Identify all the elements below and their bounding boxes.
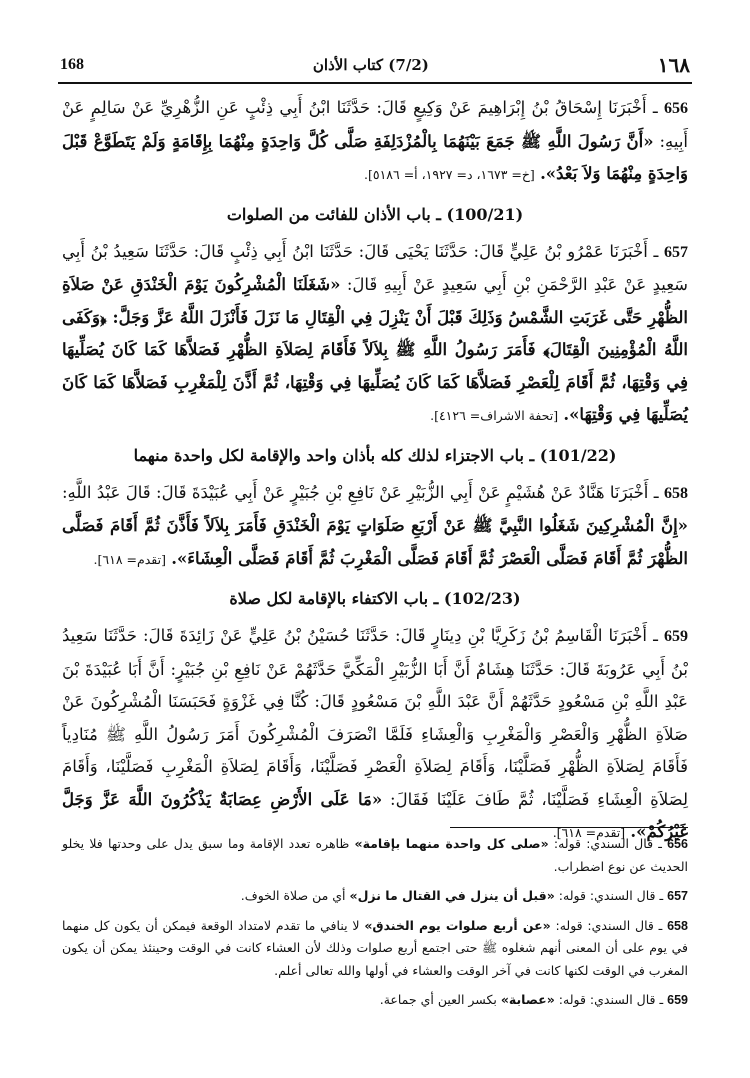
footnote-quote: «قبل أن ينزل في القتال ما نزل» [349, 888, 555, 903]
footnote-text: أي من صلاة الخوف. [240, 888, 346, 903]
hadith-number: 657 [664, 243, 688, 261]
hadith-656 [62, 92, 688, 192]
footnote-quote: «صلى كل واحدة منهما بإقامة» [354, 836, 549, 851]
hadith-number: 656 [664, 100, 688, 117]
hadith-reference: [تقدم= ٦١٨]. [552, 825, 626, 840]
footnote-text: لا ينافي ما تقدم لامتداد الوقعة فيمكن أن يكون كل منهما في يوم على أن المعنى أنهم شغلوه ﷺ حتى اجتمع أربع صلوات وذلك لأن العشاء كانت في الوقت وحينئذ يمكن أن يكون المغرب في الوقت لكنها كانت في آخر الوقت والعشاء في أولها والله تعالى أعلم. [62, 917, 688, 978]
footnotes [62, 833, 688, 1019]
page-number-latin: 168 [60, 56, 85, 73]
header-rule [58, 82, 692, 84]
chapter-heading: (100/21) ـ باب الأذان للفائت من الصلوات [226, 204, 524, 224]
footnote-lead: ـ قال السندي: قوله: [558, 992, 664, 1007]
hadith-quote: «مَا عَلَى الأَرْضِ عِصَابَةٌ يَذْكُرُونَ اللَّهَ عَزَّ وَجَلَّ غَيْرُكُمْ». [62, 789, 688, 841]
hadith-659 [62, 620, 688, 850]
hadith-chain: ـ أَخْبَرَنَا إِسْحَاقُ بْنُ إِبْرَاهِيمَ عَنْ وَكِيعٍ قَالَ: حَدَّثَنَا ابْنُ أَبِي ذِئْبٍ عَنِ الزُّهْرِيِّ عَنْ سَالِمٍ عَنْ أَبِيهِ: [62, 98, 688, 151]
footnote-number: 656 [667, 837, 688, 851]
footnote-659 [62, 989, 688, 1012]
hadith-chain: ـ أَخْبَرَنَا الْقَاسِمُ بْنُ زَكَرِيَّا بْنِ دِينَارٍ قَالَ: حَدَّثَنَا حُسَيْنُ بْنُ عَلِيٍّ عَنْ زَائِدَةَ قَالَ: حَدَّثَنَا سَعِيدُ بْنُ أَبِي عَرُوبَةَ قَالَ: حَدَّثَنَا هِشَامٌ أَنَّ أَبَا الزُّبَيْرِ الْمَكِّيَّ حَدَّثَهُمْ عَنْ نَافِعِ بْنِ جُبَيْرٍ: أَنَّ أَبَا عُبَيْدَةَ بْنَ عَبْدِ اللَّهِ بْنِ مَسْعُودٍ حَدَّثَهُمْ أَنَّ عَبْدَ اللَّهِ بْنَ مَسْعُودٍ قَالَ: كُنَّا فِي غَزْوَةٍ فَحَبَسَنَا الْمُشْرِكُونَ عَنْ صَلاَةِ الظُّهْرِ وَالْعَصْرِ وَالْمَغْرِبِ وَالْعِشَاءِ فَلَمَّا انْصَرَفَ الْمُشْرِكُونَ أَمَرَ رَسُولُ اللَّهِ ﷺ مُنَادِياً فَأَقَامَ لِصَلاَةِ الظُّهْرِ فَصَلَّيْنَا، وَأَقَامَ لِصَلاَةِ الْعَصْرِ فَصَلَّيْنَا، وَأَقَامَ لِصَلاَةِ الْمَغْرِبِ فَصَلَّيْنَا، وَأَقَامَ لِصَلاَةِ الْعِشَاءِ فَصَلَّيْنَا، ثُمَّ طَافَ عَلَيْنَا فَقَالَ: [62, 626, 689, 809]
footnote-lead: ـ قال السندي: قوله: [555, 917, 663, 933]
footnote-number: 657 [667, 889, 688, 903]
footnote-quote: «عن أربع صلوات يوم الخندق» [364, 917, 551, 933]
footnote-rule [450, 827, 688, 828]
footnote-658 [62, 915, 688, 983]
chapter-heading: (101/22) ـ باب الاجتزاء لذلك كله بأذان واحد والإقامة لكل واحدة منهما [133, 445, 617, 465]
hadith-657 [62, 236, 688, 433]
footnote-lead: ـ قال السندي: قوله: [553, 836, 662, 851]
footnote-number: 658 [667, 918, 688, 933]
hadith-quote: «شَغَلَنَا الْمُشْرِكُونَ يَوْمَ الْخَنْدَقِ عَنْ صَلاَةِ الظُّهْرِ حَتَّى غَرَبَتِ الشَّمْسُ وَذَلِكَ قَبْلَ أَنْ يَنْزِلَ فِي الْقِتَالِ مَا نَزَلَ فَأَنْزَلَ اللَّهُ عَزَّ وَجَلَّ: ﴿وَكَفَى اللَّهُ الْمُؤْمِنِينَ الْقِتَالَ﴾ فَأَمَرَ رَسُولُ اللَّهِ ﷺ بِلاَلاً فَأَقَامَ لِصَلاَةِ الظُّهْرِ فَصَلاَّهَا كَمَا كَانَ يُصَلِّيهَا فِي وَقْتِهَا، ثُمَّ أَقَامَ لِلْعَصْرِ فَصَلاَّهَا كَمَا كَانَ يُصَلِّيهَا فِي وَقْتِهَا، ثُمَّ أَذَّنَ لِلْمَغْرِبِ فَصَلاَّهَا كَمَا كَانَ يُصَلِّيهَا فِي وَقْتِهَا». [62, 275, 688, 424]
chapter-heading: (102/23) ـ باب الاكتفاء بالإقامة لكل صلاة [229, 589, 521, 608]
page-number-arabic: ١٦٨ [657, 53, 690, 77]
hadith-quote: «أَنَّ رَسُولَ اللَّهِ ﷺ جَمَعَ بَيْنَهُمَا بِالْمُزْدَلِفَةِ صَلَّى كُلَّ وَاحِدَةٍ مِنْهُمَا بِإِقَامَةٍ وَلَمْ يَتَطَوَّعْ قَبْلَ وَاحِدَةٍ مِنْهُمَا وَلاَ بَعْدُ». [62, 131, 688, 183]
hadith-number: 658 [664, 484, 688, 502]
hadith-658 [62, 477, 688, 577]
hadith-quote: «إِنَّ الْمُشْرِكِينَ شَغَلُوا النَّبِيَّ ﷺ عَنْ أَرْبَعِ صَلَوَاتٍ يَوْمَ الْخَنْدَقِ فَأَمَرَ بِلاَلاً فَأَذَّنَ ثُمَّ أَقَامَ فَصَلَّى الظُّهْرَ ثُمَّ أَقَامَ فَصَلَّى الْعَصْرَ ثُمَّ أَقَامَ فَصَلَّى الْمَغْرِبَ ثُمَّ أَقَامَ فَصَلَّى الْعِشَاءَ». [62, 516, 688, 568]
hadith-reference: [تحفة الاشراف= ٤١٢٦]. [430, 408, 559, 423]
page-header [60, 50, 690, 80]
main-text [62, 92, 688, 854]
footnote-lead: ـ قال السندي: قوله: [558, 888, 664, 903]
footnote-quote: «عصابة» [500, 992, 555, 1007]
hadith-reference: [خ= ١٦٧٣، د= ١٩٢٧، أ= ٥١٨٦]. [364, 167, 535, 182]
footnote-657 [62, 885, 688, 908]
footnote-number: 659 [667, 993, 688, 1007]
footnote-text: ظاهره تعدد الإقامة وما سبق يدل على وحدتها فلا يخلو الحديث عن نوع اضطراب. [62, 836, 688, 874]
running-title: (7/2) كتاب الأذان [312, 56, 429, 74]
hadith-chain: ـ أَخْبَرَنَا عَمْرُو بْنُ عَلِيٍّ قَالَ: حَدَّثَنَا يَحْيَى قَالَ: حَدَّثَنَا ابْنُ أَبِي ذِئْبٍ قَالَ: حَدَّثَنَا سَعِيدُ بْنُ أَبِي سَعِيدٍ عَنْ عَبْدِ الرَّحْمَنِ بْنِ أَبِي سَعِيدٍ عَنْ أَبِيهِ قَالَ: [62, 241, 688, 294]
hadith-chain: ـ أَخْبَرَنَا هَنَّادٌ عَنْ هُشَيْمٍ عَنْ أَبِي الزُّبَيْرِ عَنْ نَافِعِ بْنِ جُبَيْرٍ عَنْ أَبِي عُبَيْدَةَ قَالَ: قَالَ عَبْدُ اللَّهِ: [62, 482, 659, 502]
footnote-text: بكسر العين أي جماعة. [379, 992, 497, 1007]
footnote-656 [62, 833, 688, 878]
hadith-number: 659 [664, 628, 688, 645]
hadith-reference: [تقدم= ٦١٨]. [93, 551, 166, 567]
